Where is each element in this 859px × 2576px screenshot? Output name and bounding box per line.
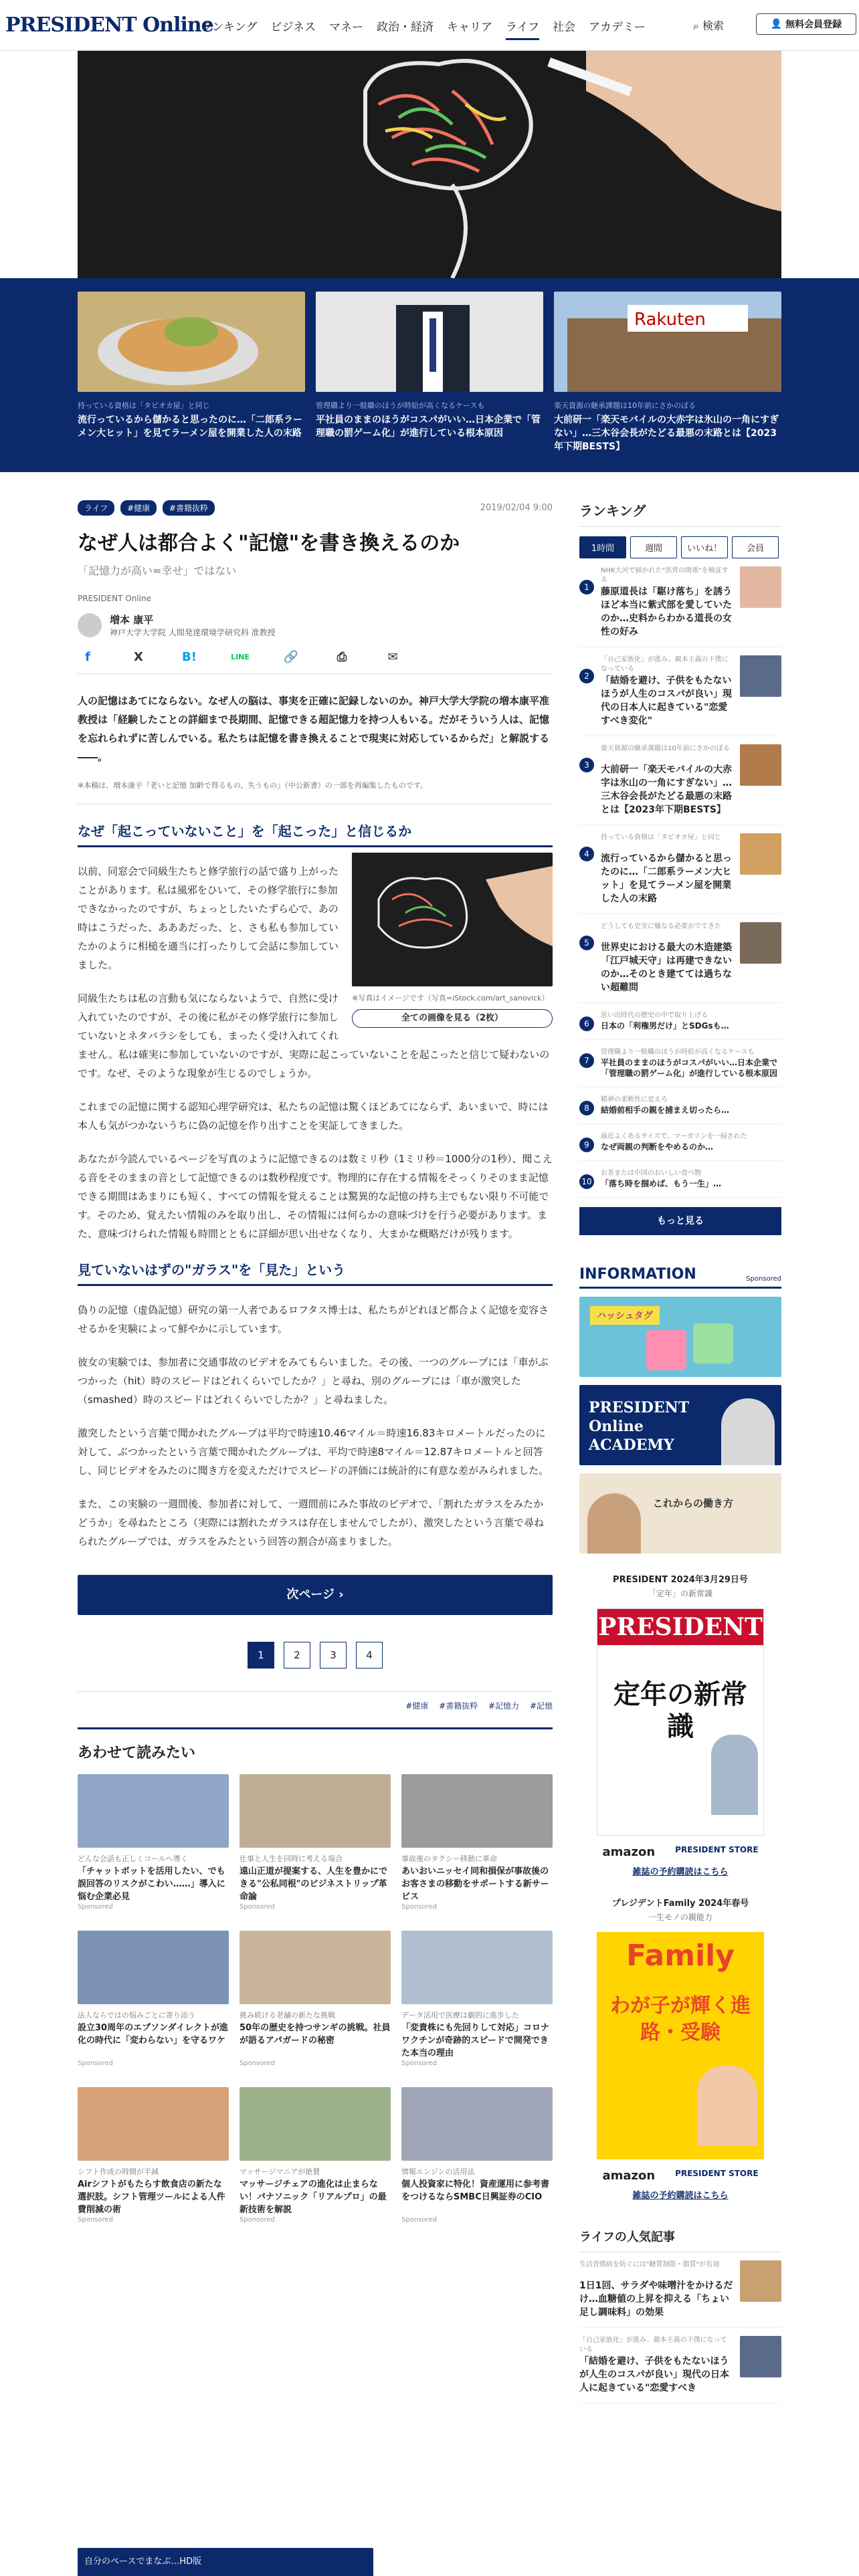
ranking-item-title: 藤原道長は「駆け落ち」を誘うほど本当に紫式部を愛していたのか…史料からわかる道長の女性の好み <box>601 586 732 637</box>
featured-card-image <box>554 292 781 392</box>
nav-item-money[interactable]: マネー <box>329 21 363 34</box>
related-card[interactable] <box>78 2087 229 2224</box>
sponsored-label: Sponsored <box>240 2060 275 2067</box>
related-card-image <box>240 2087 391 2161</box>
related-card[interactable] <box>240 2087 391 2224</box>
sponsored-label: Sponsored <box>78 1903 113 1911</box>
sponsored-label: Sponsored <box>240 1903 275 1911</box>
author-name: 増本 康平 <box>110 614 154 626</box>
ranking-item-kicker: 持っている資格は「タピオカ屋」と同じ <box>601 834 721 841</box>
page-2[interactable]: 2 <box>284 1642 310 1669</box>
ranking-list-compact <box>579 1003 781 1198</box>
sidebar <box>579 500 781 2403</box>
related-card[interactable] <box>240 1774 391 1911</box>
popular-item[interactable] <box>579 2252 781 2328</box>
info-banner-label: PRESIDENT Online ACADEMY <box>589 1399 690 1454</box>
ranking-item[interactable] <box>579 1087 781 1124</box>
popular-item[interactable] <box>579 2328 781 2403</box>
featured-card-title: 平社員のままのほうがコスパがいい…日本企業で「管理職の罰ゲーム化」が進行している根本原因 <box>316 415 541 439</box>
president-store-link[interactable]: PRESIDENT STORE <box>675 2169 759 2178</box>
amazon-link[interactable]: amazon <box>602 2169 656 2183</box>
ranking-item-image <box>740 744 781 786</box>
section-heading: 見ていないはずの"ガラス"を「見た」という <box>78 1259 553 1286</box>
magazine-subtitle: 一生モノの親能力 <box>648 1913 712 1922</box>
president-store-link[interactable]: PRESIDENT STORE <box>675 1845 759 1854</box>
related-card-category: 事故後のタクシー移動に革命 <box>401 1854 497 1862</box>
rank-number: 7 <box>579 1053 594 1068</box>
register-label: 無料会員登録 <box>785 19 842 30</box>
magazine-cover[interactable]: Family わが子が輝く進路・受験 <box>597 1932 764 2159</box>
store-links <box>579 2169 781 2183</box>
related-card-category: データ活用で医療は劇的に進歩した <box>401 2011 519 2019</box>
related-card[interactable] <box>401 1931 553 2067</box>
rank-number: 1 <box>579 580 594 595</box>
sponsored-label: Sponsored <box>401 2216 437 2224</box>
keyword[interactable]: #健康 <box>405 1701 429 1711</box>
ranking-item-kicker: どうしても史実に嘘なる必要がでてきた <box>601 923 721 930</box>
figure-image[interactable] <box>352 853 553 986</box>
more-ranking-button[interactable]: もっと見る <box>579 1207 781 1235</box>
featured-card[interactable] <box>78 292 305 453</box>
rank-number: 8 <box>579 1101 594 1115</box>
store-links <box>579 1845 781 1859</box>
publish-date: 2019/02/04 9:00 <box>480 503 553 513</box>
paragraph: 激突したという言葉で聞かれたグループは平均で時速10.46マイル＝時速16.83キロメートルだったのに対して、ぶつかったという言葉で聞かれたグループは、平均で時速8マイル＝12.87キロメートルと回答し、同じビデオをみたのに聞き方を変えただけでスピードの評価には統計的に有意な差がみられました。 <box>78 1427 549 1477</box>
nav-item-ranking[interactable]: ランキング <box>201 21 258 34</box>
ranking-item[interactable] <box>579 647 781 736</box>
featured-card-image <box>78 292 305 392</box>
article-note: ※本稿は、増本康平『老いと記憶 加齢で得るもの、失うもの』（中公新書）の一部を再編集したものです。 <box>78 780 553 804</box>
ranking-item-kicker: 最近よくあるサイズで、マーガリンを一掃された <box>601 1133 747 1140</box>
paragraph: あなたが今読んでいるページを写真のように記憶できるのは数ミリ秒（1ミリ秒＝1000分の1秒）、聞こえる音をそのままの音として記憶できるのは数秒程度です。物理的に存在する情報をそっくりそのまま記憶できる期間はあまりにも短く、すべての情報を覚えることは驚異的な記憶の持ち主でもない限り不可能です。そのため、覚えたい情報のみを取り出し、その情報には何らかの意味づけを行う必要があります。また、意味づけられた情報も時間とともに詳細が思い出せなくなり、大まかな概略だけが残ります。 <box>78 1153 553 1240</box>
author-avatar <box>78 613 102 637</box>
featured-card-category: 楽天資源の継承課題は10年前にさかのぼる <box>554 401 696 410</box>
ranking-item[interactable] <box>579 1003 781 1040</box>
ranking-item-kicker: 「自己家族化」が進み、親本主義の下僕になっている <box>601 656 729 673</box>
site-header <box>0 0 859 51</box>
related-card-category: 仕事と人生を同時に考える場合 <box>240 1854 343 1862</box>
paragraph: 以前、同窓会で同級生たちと修学旅行の話で盛り上がったことがあります。私は風邪をひいて、その修学旅行に参加できなかったのですが、ちょっとしたいたずら心で、あの時はこうだった、あああだった、と、さも私も参加していたかのように相槌を適当に打ったりして会話に参加していました。 <box>78 865 339 971</box>
paragraph: 彼女の実験では、参加者に交通事故のビデオをみてもらいました。その後、一つのグループには「車がぶつかった（hit）時のスピードはどれくらいでしたか？」と尋ね、別のグループには「車が激突した（smashed）時のスピードはどれくらいでしたか？」と尋ねました。 <box>78 1356 549 1406</box>
related-grid <box>78 1774 553 2224</box>
nav-item-society[interactable]: 社会 <box>552 21 575 34</box>
keyword-list <box>78 1691 553 1711</box>
section-heading: なぜ「起こっていないこと」を「起こった」と信じるか <box>78 821 553 847</box>
tab-weekly[interactable]: 週間 <box>630 536 677 558</box>
nav-item-life[interactable]: ライフ <box>506 17 539 40</box>
tab-likes[interactable]: いいね！ <box>681 536 728 558</box>
print-icon[interactable]: ⎙ <box>337 650 347 664</box>
article-figure <box>352 853 553 1028</box>
featured-card[interactable] <box>554 292 781 453</box>
ranking-item-title: なぜ両親の判断をやめるのか… <box>601 1142 714 1152</box>
related-card-title: 設立30周年のエプソンダイレクトが進化の時代に「変わらない」を守るワケ <box>78 2023 229 2046</box>
page-1[interactable]: 1 <box>248 1642 274 1669</box>
sponsored-label: Sponsored <box>746 1275 781 1283</box>
ranking-heading: ランキング <box>579 500 781 527</box>
popular-heading: ライフの人気記事 <box>579 2228 781 2252</box>
ranking-item-title: 世界史における最大の木造建築「江戸城天守」は再建できないのか…そのとき建てては過ちない超難問 <box>601 942 732 993</box>
rank-number: 6 <box>579 1016 594 1031</box>
featured-card-title: 流行っているから儲かると思ったのに…「二郎系ラーメン大ヒット」を見てラーメン屋を開業した人の末路 <box>78 415 302 439</box>
article-subtitle: 「記憶力が高い=幸せ」ではない <box>78 564 237 577</box>
link-icon[interactable]: 🔗 <box>283 650 299 664</box>
author-block[interactable] <box>78 613 553 638</box>
related-card-title: 50年の歴史を持つサンギの挑戦。社員が語るアパガードの秘密 <box>240 2023 391 2046</box>
related-card-title: 個人投資家に特化！資産運用に参考書をつけるならSMBC日興証券のCIO <box>401 2179 550 2202</box>
user-icon: 👤 <box>770 19 786 29</box>
rank-number: 3 <box>579 758 594 772</box>
related-card-image <box>78 1931 229 2004</box>
related-card[interactable] <box>401 1774 553 1911</box>
mail-icon[interactable]: ✉ <box>387 650 398 664</box>
ranking-item-title: 大前研一「楽天モバイルの大赤字は氷山の一角にすぎない」…三木谷会長がたどる最悪の末路とは【2023年下期BESTS】 <box>601 764 732 815</box>
info-banner[interactable] <box>579 1297 781 1377</box>
nav-item-business[interactable]: ビジネス <box>270 21 316 34</box>
information-title: INFORMATION <box>579 1266 696 1283</box>
sponsored-label: Sponsored <box>78 2216 113 2224</box>
info-banner[interactable] <box>579 1385 781 1465</box>
related-card-image <box>78 1774 229 1848</box>
nav-item-academy[interactable]: アカデミー <box>588 21 646 34</box>
ranking-item-title: 「落ち時を掴めば、もう一生」… <box>601 1179 722 1188</box>
nav-item-politics[interactable]: 政治・経済 <box>377 21 434 34</box>
info-banner[interactable] <box>579 1473 781 1553</box>
ranking-item-kicker: 精神の柔軟性に変えろ <box>601 1096 668 1103</box>
tab-members[interactable]: 会員 <box>732 536 779 558</box>
related-card-image <box>401 1774 553 1848</box>
related-card[interactable] <box>78 1931 229 2067</box>
main-nav <box>201 17 646 40</box>
tag-life[interactable]: ライフ <box>78 500 114 516</box>
related-card-image <box>401 2087 553 2161</box>
ranking-list <box>579 558 781 1003</box>
related-card-title: マッサージチェアの進化は止まらない！パナソニック「リアルプロ」の最新技術を解説 <box>240 2179 387 2215</box>
popular-item-title: 1日1回、サラダや味噌汁をかけるだけ…血糖値の上昇を抑える「ちょい足し調味料」の効果 <box>579 2280 733 2318</box>
related-card-category: 法人ならではの悩みごとに寄り添う <box>78 2011 195 2019</box>
share-bar <box>78 650 553 674</box>
featured-card[interactable] <box>316 292 543 453</box>
popular-item-kicker: 「自己家族化」が進み、親本主義の下僕になっている <box>579 2337 727 2353</box>
ranking-item[interactable] <box>579 1040 781 1087</box>
next-page-button[interactable]: 次ページ › <box>78 1575 553 1615</box>
magazine-cover-title: わが子が輝く進路・受験 <box>610 1994 751 2044</box>
keyword[interactable]: #記憶力 <box>488 1701 520 1711</box>
ranking-item-kicker: 楽天資源の継承課題は10年前にさかのぼる <box>601 745 730 752</box>
ranking-item-image <box>740 655 781 697</box>
author-affiliation: 神戸大学大学院 人間発達環境学研究科 准教授 <box>110 628 276 637</box>
article <box>78 500 553 2224</box>
ranking-item[interactable] <box>579 736 781 825</box>
popular-item-title: 「結婚を避け、子供をもたないほうが人生のコスパが良い」現代の日本人に起きている"恋愛すべき <box>579 2356 729 2393</box>
related-card-image <box>78 2087 229 2161</box>
magazine-subtitle: 「定年」の新常識 <box>648 1589 712 1598</box>
sponsored-label: Sponsored <box>401 1903 437 1911</box>
hero-image <box>78 51 781 278</box>
ranking-item-kicker: 管理職より一般職のほうが時給が高くなるケースも <box>601 1049 755 1056</box>
ranking-item-kicker: 思い出時代の歴史の中で取り上げる <box>601 1012 708 1019</box>
keyword[interactable]: #記憶 <box>529 1701 553 1711</box>
related-card-title: Airシフトがもたらす飲食店の新たな選択肢。シフト管理ツールによる人件費削減の術 <box>78 2179 225 2215</box>
related-card[interactable] <box>401 2087 553 2224</box>
ranking-item-title: 流行っているから儲かると思ったのに…「二郎系ラーメン大ヒット」を見てラーメン屋を開業した人の末路 <box>601 853 732 904</box>
magazine-title: PRESIDENT 2024年3月29日号 <box>613 1575 748 1585</box>
magazine-cover-title: 定年の新常識 <box>613 1679 747 1742</box>
ranking-item[interactable] <box>579 825 781 914</box>
related-card[interactable] <box>78 1774 229 1911</box>
related-card-category: マッサージマニアが絶賛 <box>240 2167 320 2175</box>
subscription-link[interactable]: 雑誌の予約購読はこちら <box>632 1867 729 1877</box>
rank-number: 2 <box>579 669 594 683</box>
featured-card-category: 管理職より一般職のほうが時給が高くなるケースも <box>316 401 485 410</box>
related-card-image <box>240 1931 391 2004</box>
rank-number: 4 <box>579 847 594 861</box>
keyword[interactable]: #書籍抜粋 <box>439 1701 478 1711</box>
popular-list <box>579 2252 781 2403</box>
search-icon: ⌕ <box>693 19 703 32</box>
related-card-category: どんな会話も正しくコールへ導く <box>78 1854 188 1862</box>
popular-item-kicker: 生活習慣病を防ぐには"糖質制限・脂質"が有効 <box>579 2261 720 2268</box>
info-banner-label: ハッシュタグ <box>590 1306 660 1325</box>
related-card-category: 情報エンジンの活用法 <box>401 2167 475 2175</box>
facebook-icon[interactable]: f <box>85 650 90 664</box>
site-logo[interactable]: PRESIDENT Online <box>5 13 213 37</box>
paragraph: 同級生たちは私の言動も気にならないようで、自然に受け入れていたのですが、その後に私がその修学旅行に参加していないとネタバラシをしても、まったく受け入れてくれません。私は確実に参加していないのですが、実際に起こっていないことを起こったと信じて疑わないのです。なぜ、そのような現象が生じるのでしょうか。 <box>78 992 550 1079</box>
related-card-image <box>401 1931 553 2004</box>
rank-number: 9 <box>579 1138 594 1152</box>
popular-item-image <box>740 2260 781 2302</box>
article-lead: 人の記憶はあてにならない。なぜ人の脳は、事実を正確に記録しないのか。神戸大学大学院の増本康平准教授は「経験したことの詳細まで長期間、記憶できる超記憶力を持つ人もいる。だがそういう人は、記憶を忘れられずに苦しんでいる。私たちは記憶を書き換えることで現実に対応しているからだ」と解説する――。 <box>78 695 550 763</box>
related-heading: あわせて読みたい <box>78 1727 553 1762</box>
ranking-item-title: 「結婚を避け、子供をもたないほうが人生のコスパが良い」現代の日本人に起きている"恋愛すべき変化" <box>601 675 732 726</box>
ranking-item-kicker: お茶または中国のおいしい食べ物 <box>601 1170 701 1177</box>
svg-text:Rakuten: Rakuten <box>634 310 706 330</box>
related-card-title: 「変貴株にも先回りして対応」コロナワクチンが奇跡的スピードで開発できた本当の理由 <box>401 2023 550 2058</box>
line-icon[interactable]: LINE <box>231 653 250 661</box>
nav-item-career[interactable]: キャリア <box>447 21 492 34</box>
tag-health[interactable]: #健康 <box>120 500 157 516</box>
ranking-item[interactable] <box>579 1124 781 1161</box>
ranking-item-image <box>740 922 781 964</box>
page-4[interactable]: 4 <box>356 1642 383 1669</box>
article-title: なぜ人は都合よく"記憶"を書き換えるのか <box>78 532 460 555</box>
pagination <box>78 1642 553 1669</box>
rank-number: 5 <box>579 936 594 950</box>
ranking-item[interactable] <box>579 558 781 647</box>
popular-item-image <box>740 2336 781 2377</box>
ranking-tabs <box>579 536 781 558</box>
ranking-item-title: 結婚前相手の親を捕まえ切ったら… <box>601 1105 730 1115</box>
featured-card-image <box>316 292 543 392</box>
ranking-item[interactable] <box>579 1161 781 1198</box>
sponsored-label: Sponsored <box>401 2060 437 2067</box>
paragraph: これまでの記憶に関する認知心理学研究は、私たちの記憶は驚くほどあてにならず、あいまいで、時には本人も気がつかないうちに偽の記憶を作り出すことを実証してきました。 <box>78 1101 549 1132</box>
featured-card-title: 大前研一「楽天モバイルの大赤字は氷山の一角にすぎない」…三木谷会長がたどる最悪の末路とは【2023年下期BESTS】 <box>554 415 779 452</box>
ranking-item-title: 日本の「利権男だけ」とSDGsも… <box>601 1021 729 1031</box>
ranking-item-title: 平社員のままのほうがコスパがいい…日本企業で「管理職の罰ゲーム化」が進行している根本原因 <box>601 1058 778 1078</box>
ranking-item[interactable] <box>579 914 781 1003</box>
view-all-images-button[interactable]: 全ての画像を見る（2枚） <box>352 1009 553 1028</box>
hatena-icon[interactable]: B! <box>182 650 197 664</box>
footer-bar[interactable]: 自分のペースでまなぶ…HD版 <box>78 2548 373 2576</box>
tag-book[interactable]: #書籍抜粋 <box>163 500 215 516</box>
article-source: PRESIDENT Online <box>78 594 151 603</box>
related-card-title: 「チャットボットを活用したい、でも誤回答のリスクがこわい……」導入に悩む企業必見 <box>78 1866 225 1902</box>
magazine-block <box>579 1572 781 1877</box>
paragraph: 偽りの記憶（虚偽記憶）研究の第一人者であるロフタス博士は、私たちがどれほど都合よく記憶を変容させるかを実験によって鮮やかに示しています。 <box>78 1304 549 1335</box>
x-icon[interactable]: X <box>134 650 143 664</box>
tab-hourly[interactable]: 1時間 <box>579 536 626 558</box>
related-card-category: 挑み続ける老舗の新たな挑戦 <box>240 2011 335 2019</box>
page-3[interactable]: 3 <box>320 1642 347 1669</box>
related-card-title: あいおいニッセイ同和損保が事故後のお客さまの移動をサポートする新サービス <box>401 1866 549 1902</box>
magazine-block <box>579 1896 781 2201</box>
amazon-link[interactable]: amazon <box>602 1845 656 1859</box>
rank-number: 10 <box>579 1174 594 1189</box>
related-card[interactable] <box>240 1931 391 2067</box>
register-button[interactable] <box>756 13 856 35</box>
ranking-item-kicker: NHK大河で描かれた"黒背の関係"を検証する <box>601 567 729 584</box>
featured-card-category: 持っている資格は「タピオカ屋」と同じ <box>78 401 210 410</box>
search-label: 検索 <box>702 19 725 32</box>
ranking-item-image <box>740 566 781 608</box>
information-heading <box>579 1266 781 1289</box>
paragraph: また、この実験の一週間後、参加者に対して、一週間前にみた事故のビデオで、「割れたガラスをみたかどうか」を尋ねたところ（実際には割れたガラスは存在しませんでしたが）、激突したという言葉で尋ねられたグループでは、ガラスをみたという回答の割合が高まりました。 <box>78 1498 545 1547</box>
magazine-title: プレジデントFamily 2024年春号 <box>611 1899 749 1909</box>
magazine-cover[interactable]: PRESIDENT 定年の新常識 <box>597 1608 764 1836</box>
sponsored-label: Sponsored <box>240 2216 275 2224</box>
sponsored-label: Sponsored <box>78 2060 113 2067</box>
related-card-category: シフト作成の時間が半減 <box>78 2167 159 2175</box>
search-button[interactable] <box>693 17 724 33</box>
info-banner-label: これからの働き方 <box>653 1497 734 1509</box>
subscription-link[interactable]: 雑誌の予約購読はこちら <box>632 2191 729 2201</box>
related-card-title: 遠山正道が提案する、人生を豊かにできる"公私同根"のビジネストリップ革命論 <box>240 1866 388 1902</box>
figure-caption: ※写真はイメージです（写真=iStock.com/art_sanovick） <box>352 994 549 1002</box>
related-card-image <box>240 1774 391 1848</box>
ranking-item-image <box>740 833 781 875</box>
